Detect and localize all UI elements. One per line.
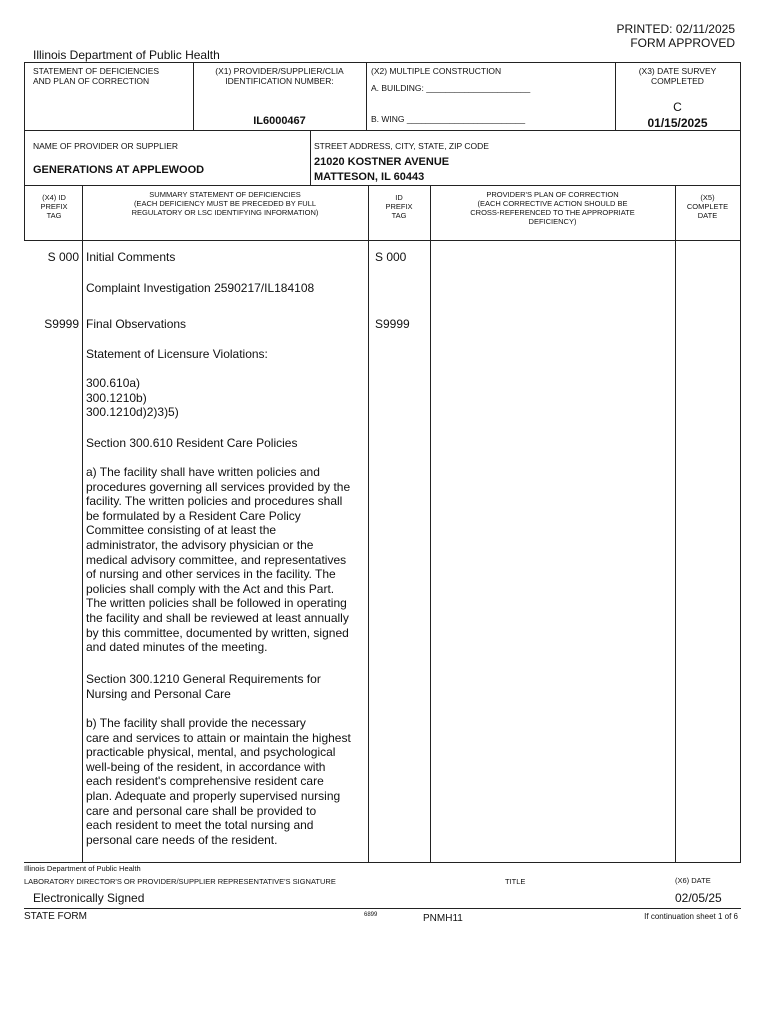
address-label: STREET ADDRESS, CITY, STATE, ZIP CODE [314,141,489,151]
summary-header: SUMMARY STATEMENT OF DEFICIENCIES (EACH DEFICIENCY MUST BE PRECEDED BY FULL REGULATORY OR LSC IDENTIFYING INFORMATION) [131,190,319,217]
x4-header: (X4) ID PREFIX TAG [40,193,68,220]
address-line1: 21020 KOSTNER AVENUE [314,156,450,168]
tag-s000-right: S 000 [375,250,407,264]
initial-comments-heading: Initial Comments [86,250,176,264]
title-label: TITLE [505,877,526,886]
x1-label: (X1) PROVIDER/SUPPLIER/CLIA IDENTIFICATION NUMBER: [215,66,344,86]
date-label: (X6) DATE [675,876,711,885]
statement-of-deficiencies-label: STATEMENT OF DEFICIENCIES AND PLAN OF CORRECTION [33,66,160,86]
tag-s9999: S9999 [44,317,79,331]
x5-header: (X5) COMPLETE DATE [686,193,729,220]
electronic-signature: Electronically Signed [33,891,145,905]
survey-code: C [673,100,682,114]
regulation-list: 300.610a) 300.1210b) 300.1210d)2)3)5) [86,376,179,420]
x2-wing: B. WING _________________________ [371,114,526,124]
section-300-610-heading: Section 300.610 Resident Care Policies [86,436,298,450]
footer-agency: Illinois Department of Public Health [24,864,141,873]
complaint-investigation: Complaint Investigation 2590217/IL184108 [86,281,315,295]
form-approved-label: FORM APPROVED [630,36,735,50]
agency-title: Illinois Department of Public Health [33,48,220,62]
survey-completed-date: 01/15/2025 [647,116,708,130]
continuation-sheet: If continuation sheet 1 of 6 [644,912,738,921]
provider-name: GENERATIONS AT APPLEWOOD [33,164,205,176]
x2-building: A. BUILDING: ______________________ [371,83,531,93]
signature-date: 02/05/25 [675,891,722,905]
section-300-1210-heading: Section 300.1210 General Requirements for Nursing and Personal Care [86,672,321,701]
provider-id-number: IL6000467 [253,115,306,127]
address-line2: MATTESON, IL 60443 [314,171,425,183]
tag-s9999-right: S9999 [375,317,410,331]
licensure-violations-heading: Statement of Licensure Violations: [86,347,268,361]
paragraph-b: b) The facility shall provide the necessary care and services to attain or maintain the highest practicable physical, mental, and psychological well-being of the resident, in accordance with each resident's comprehensive resident care plan. Adequate and properly supervised nursing care and personal care shall be provided to each resident to meet the total nursing and personal care needs of the resident. [86,716,351,847]
event-id: PNMH11 [423,913,463,924]
x2-label: (X2) MULTIPLE CONSTRUCTION [371,66,502,76]
signature-label: LABORATORY DIRECTOR'S OR PROVIDER/SUPPLIER REPRESENTATIVE'S SIGNATURE [24,877,336,886]
form-number: 6899 [364,912,378,918]
provider-name-label: NAME OF PROVIDER OR SUPPLIER [33,141,178,151]
plan-header: PROVIDER'S PLAN OF CORRECTION (EACH CORRECTIVE ACTION SHOULD BE CROSS-REFERENCED TO THE APPROPRIATE DEFICIENCY) [470,190,635,226]
state-form-label: STATE FORM [24,911,87,922]
tag-s000: S 000 [47,250,79,264]
paragraph-a: a) The facility shall have written policies and procedures governing all services provided by the facility. The written policies and procedures shall be formulated by a Resident Care Policy Committee consisting of at least the administrator, the advisory physician or the medical advisory committee, and representatives of nursing and other services in the facility. The policies shall comply with the Act and this Part. The written policies shall be followed in operating the facility and shall be reviewed at least annually by this committee, documented by written, signed and dated minutes of the meeting. [86,465,351,655]
final-observations-heading: Final Observations [86,317,187,331]
printed-date: PRINTED: 02/11/2025 [616,22,735,36]
id-header: ID PREFIX TAG [385,193,413,220]
x3-label: (X3) DATE SURVEY COMPLETED [638,66,717,86]
